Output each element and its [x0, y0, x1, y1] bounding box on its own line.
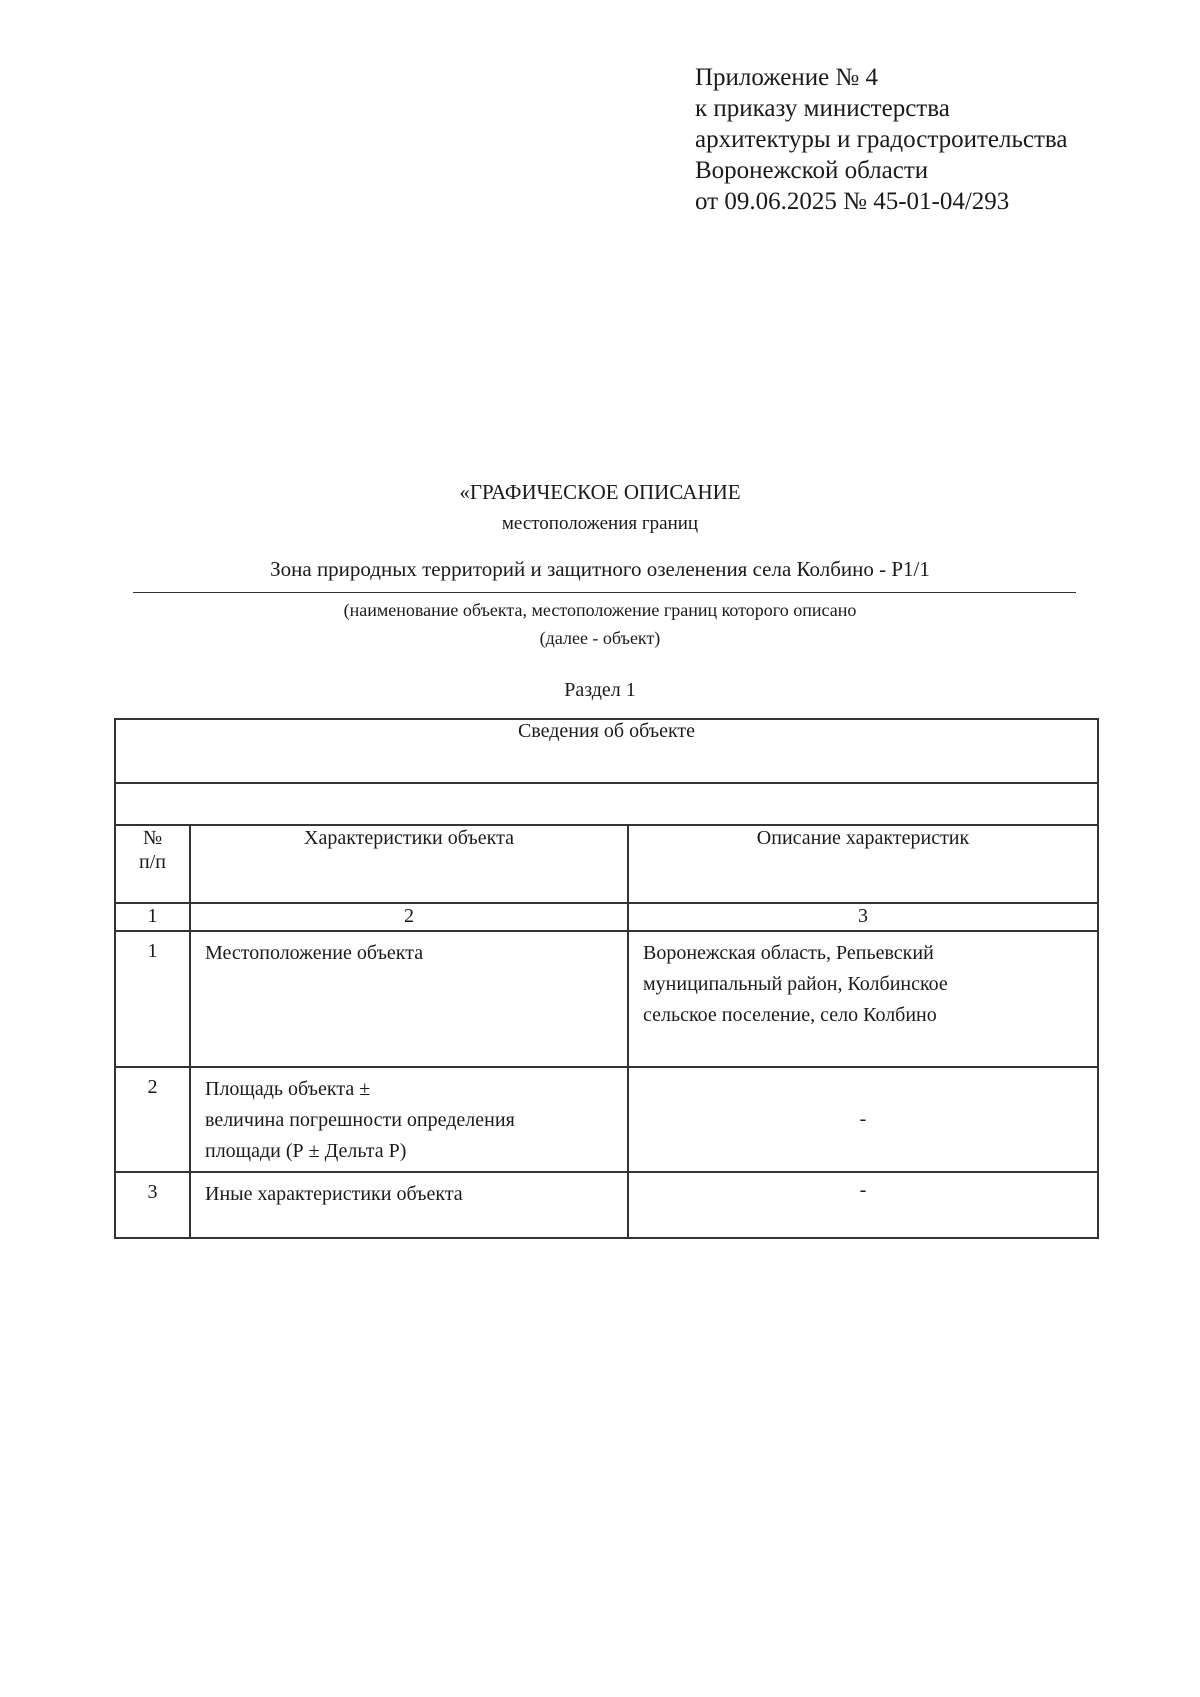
column-number: 1 [115, 903, 190, 931]
row-characteristic: Иные характеристики объекта [190, 1172, 628, 1238]
row-description: - [628, 1067, 1098, 1172]
row-description-line: муниципальный район, Колбинское [643, 973, 948, 995]
column-header-num-line2: п/п [139, 851, 166, 873]
empty-cell [115, 783, 1098, 825]
document-subtitle: местоположения границ [501, 513, 699, 534]
row-characteristic-line: величина погрешности определения [205, 1109, 515, 1131]
annex-line: Воронежской области [695, 157, 929, 184]
object-name-note: (наименование объекта, местоположение границ которого описано [343, 600, 857, 620]
row-description: - [628, 1172, 1098, 1238]
row-characteristic-line: площади (Р ± Дельта Р) [205, 1140, 407, 1162]
annex-block [695, 62, 1067, 217]
table-header-row [115, 719, 1098, 783]
annex-line: Приложение № 4 [695, 64, 879, 91]
column-number: 2 [190, 903, 628, 931]
table-empty-row [115, 783, 1098, 825]
table-row [115, 1067, 1098, 1172]
column-number-row [115, 903, 1098, 931]
row-description [628, 931, 1098, 1067]
row-characteristic-line: Площадь объекта ± [205, 1078, 371, 1100]
table-row [115, 1172, 1098, 1238]
object-info-table [114, 718, 1099, 1239]
table-header: Сведения об объекте [115, 719, 1098, 783]
annex-line: архитектуры и градостроительства [695, 126, 1068, 153]
column-number: 3 [628, 903, 1098, 931]
row-description-line: Воронежская область, Репьевский [643, 942, 934, 964]
section-label: Раздел 1 [564, 679, 636, 701]
column-header-description: Описание характеристик [628, 825, 1098, 903]
annex-line: от 09.06.2025 № 45-01-04/293 [695, 188, 1010, 215]
column-header-num-line1: № [142, 827, 163, 849]
object-name-note-2: (далее - объект) [539, 628, 661, 648]
table-row [115, 931, 1098, 1067]
row-number: 1 [115, 931, 190, 1067]
row-description-line: сельское поселение, село Колбино [643, 1004, 937, 1026]
annex-line: к приказу министерства [695, 95, 950, 122]
document-title: «ГРАФИЧЕСКОЕ ОПИСАНИЕ [459, 480, 741, 504]
row-characteristic [190, 1067, 628, 1172]
row-number: 3 [115, 1172, 190, 1238]
object-name: Зона природных территорий и защитного озеленения села Колбино - Р1/1 [270, 557, 930, 581]
row-number: 2 [115, 1067, 190, 1172]
row-characteristic: Местоположение объекта [190, 931, 628, 1067]
column-header-characteristics: Характеристики объекта [190, 825, 628, 903]
column-header-row [115, 825, 1098, 903]
underline-divider [133, 592, 1076, 593]
column-header-num [115, 825, 190, 903]
